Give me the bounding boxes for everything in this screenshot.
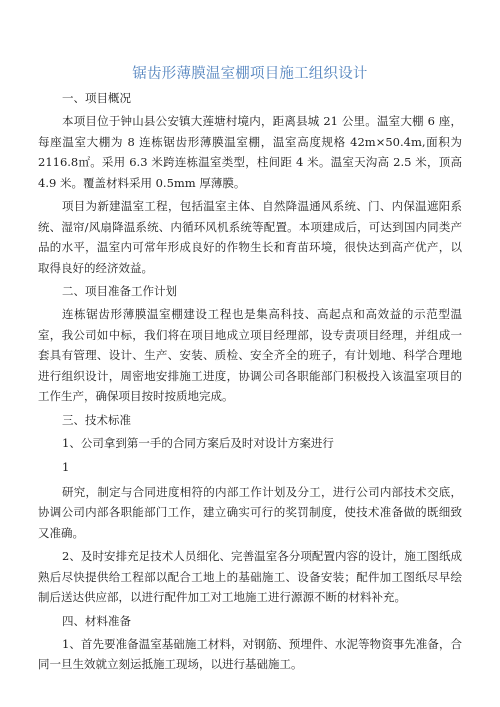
paragraph-overview-2: 项目为新建温室工程，包括温室主体、自然降温通风系统、门、内保温遮阳系统、湿帘/风扇降温系统、内循环风机系统等配置。本项建成后，可达到国内同类产品的水平，温室内可常年形成良好的作物生长和育苗环境，很快达到高产优产，以取得良好的经济效益。 bbox=[38, 199, 462, 275]
section-heading-technical: 三、技术标准 bbox=[62, 412, 131, 427]
section-heading-materials: 四、材料准备 bbox=[62, 613, 131, 628]
technical-page-number: 1 bbox=[62, 460, 70, 474]
paragraph-materials-1: 1、首先要准备温室基础施工材料，对钢筋、预埋件、水泥等物资事先准备，合同一旦生效就立刻运抵施工现场，以进行基础施工。 bbox=[38, 636, 462, 671]
document-title: 锯齿形薄膜温室棚项目施工组织设计 bbox=[132, 66, 368, 82]
paragraph-overview-1: 本项目位于钟山县公安镇大莲塘村境内，距离县城 21 公里。温室大棚 6 座，每座温室大棚为 8 连栋锯齿形薄膜温室棚，温室高度规格 42m×50.4m,面积为 2116.8㎡。采用 6.3 米跨连栋温室类型，柱间距 4 米。温室天沟高 2.5 米，顶高 4.9 米。覆盖材料采用 0.5mm 厚薄膜。 bbox=[38, 114, 462, 190]
section-heading-preparation: 二、项目准备工作计划 bbox=[62, 284, 177, 298]
paragraph-technical-2: 2、及时安排充足技术人员细化、完善温室各分项配置内容的设计，施工图纸成熟后尽快提供给工程部以配合工地上的基础施工、设备安装；配件加工图纸尽早绘制后送达供应部，以进行配件加工对工地施工进行源源不断的材料补充。 bbox=[38, 549, 462, 604]
technical-item-1: 1、公司拿到第一手的合同方案后及时对设计方案进行 bbox=[62, 435, 334, 450]
section-heading-overview: 一、项目概况 bbox=[62, 91, 131, 105]
paragraph-technical-1: 研究，制定与合同进度相符的内部工作计划及分工，进行公司内部技术交底，协调公司内部各职能部门工作，建立确实可行的奖罚制度，使技术准备做的既细致又准确。 bbox=[38, 484, 462, 540]
paragraph-preparation-1: 连栋锯齿形薄膜温室棚建设工程也是集高科技、高起点和高效益的示范型温室，我公司如中标，我们将在项目地成立项目经理部，设专责项目经理，并组成一套具有管理、设计、生产、安装、质检、安全齐全的班子，有计划地、科学合理地进行组织设计，周密地安排施工进度，协调公司各职能部门积极投入该温室项目的工作生产，确保项目按时按质地完成。 bbox=[38, 307, 462, 403]
